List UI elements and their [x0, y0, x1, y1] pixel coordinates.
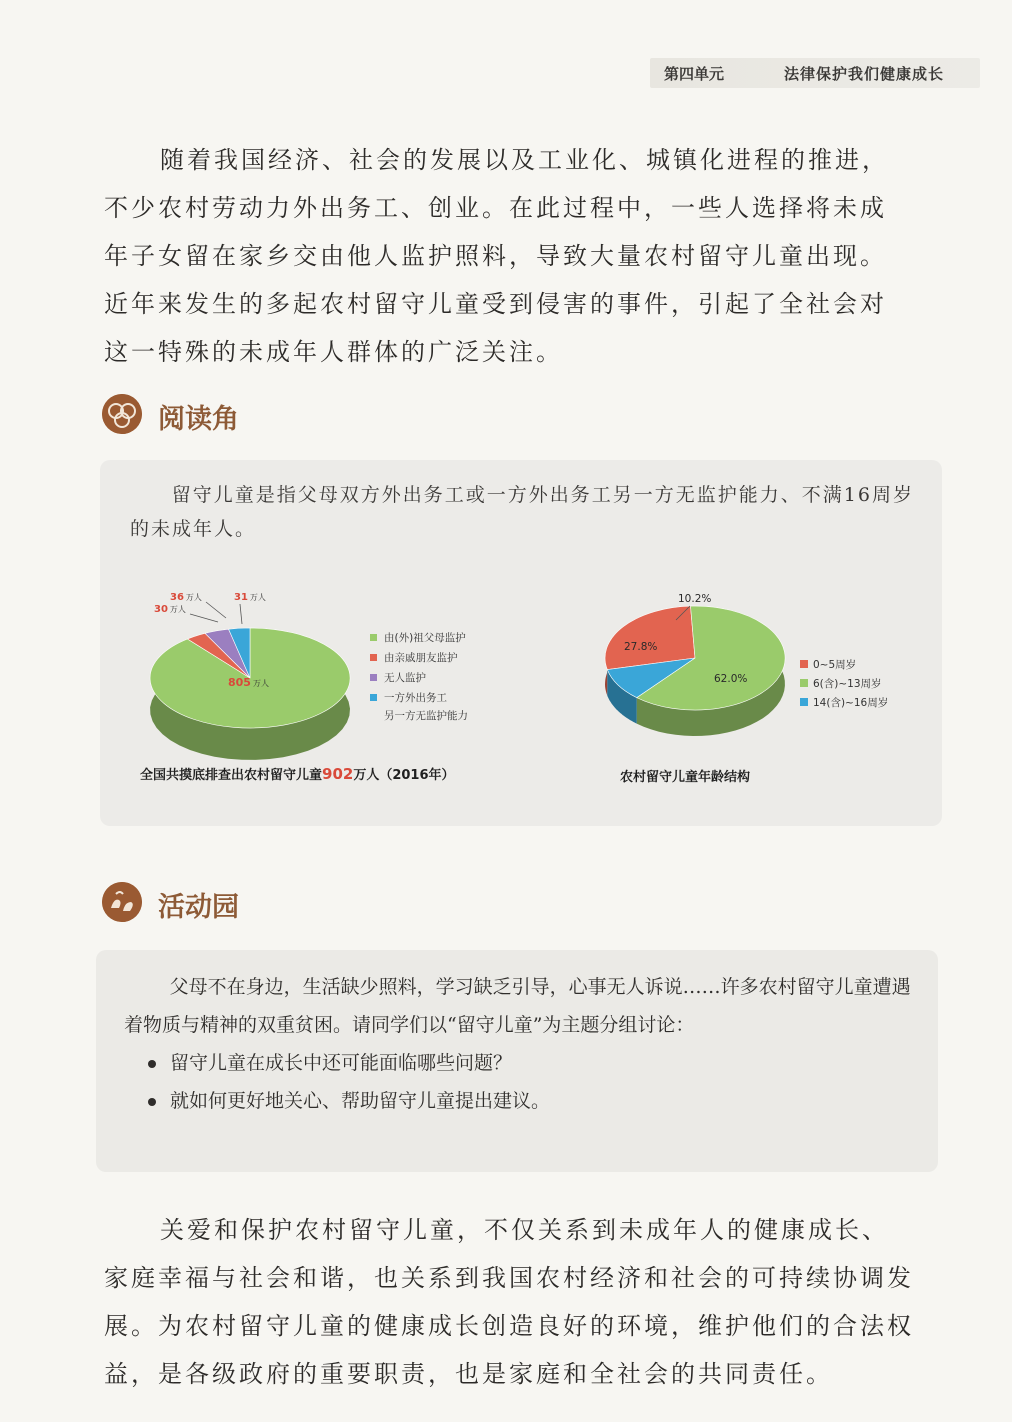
- closing-line: 益，是各级政府的重要职责，也是家庭和全社会的共同责任。: [104, 1360, 833, 1388]
- legend-swatch: [800, 698, 808, 706]
- caption-highlight: 902: [322, 765, 354, 783]
- right-chart-caption: 农村留守儿童年龄结构: [620, 770, 751, 785]
- legend-label: 6(含)~13周岁: [813, 678, 882, 690]
- legend-label: 由(外)祖父母监护: [384, 632, 466, 644]
- intro-line: 这一特殊的未成年人群体的广泛关注。: [104, 338, 563, 366]
- legend-swatch: [370, 654, 377, 661]
- reading-definition: [130, 478, 920, 546]
- intro-line: 近年来发生的多起农村留守儿童受到侵害的事件，引起了全社会对: [104, 290, 887, 318]
- intro-line: 随着我国经济、社会的发展以及工业化、城镇化进程的推进，: [160, 146, 889, 174]
- legend-label: 0~5周岁: [813, 659, 857, 671]
- data-label-unit: 万人: [249, 593, 266, 602]
- bullet-item: 就如何更好地关心、帮助留守儿童提出建议。: [170, 1082, 914, 1120]
- data-label: 31 万人: [234, 592, 266, 603]
- reading-corner-icon: [102, 394, 142, 434]
- legend-swatch: [370, 694, 377, 701]
- intro-line: 不少农村劳动力外出务工、创业。在此过程中，一些人选择将未成: [104, 194, 887, 222]
- left-pie-legend: [370, 628, 530, 738]
- definition-text: 留守儿童是指父母双方外出务工或一方外出务工另一方无监护能力、不满16周岁的未成年人。: [130, 484, 914, 540]
- activity-content: [124, 968, 914, 1120]
- bullet-item: 留守儿童在成长中还可能面临哪些问题？: [170, 1044, 914, 1082]
- data-label: 30 万人: [154, 604, 186, 615]
- leader-line: [206, 602, 226, 618]
- data-label: 36 万人: [170, 592, 202, 603]
- activity-section-label: 活动园: [158, 892, 239, 923]
- activity-bullet-list: [124, 1044, 914, 1120]
- data-label-unit: 万人: [169, 605, 186, 614]
- intro-paragraph: [104, 136, 950, 376]
- activity-paragraph: 父母不在身边，生活缺少照料，学习缺乏引导，心事无人诉说……许多农村留守儿童遭遇着物质与精神的双重贫困。请同学们以“留守儿童”为主题分组讨论：: [124, 976, 911, 1036]
- running-header: [650, 58, 980, 88]
- legend-label: 一方外出务工: [384, 692, 447, 704]
- legend-swatch: [370, 634, 377, 641]
- data-label: 10.2%: [678, 593, 712, 605]
- legend-swatch: [370, 674, 377, 681]
- intro-line: 年子女留在家乡交由他人监护照料，导致大量农村留守儿童出现。: [104, 242, 887, 270]
- right-pie-chart: [590, 592, 810, 762]
- caption-before: 全国共摸底排查出农村留守儿童: [140, 768, 323, 783]
- data-label: 62.0%: [714, 673, 748, 685]
- closing-line: 家庭幸福与社会和谐，也关系到我国农村经济和社会的可持续协调发: [104, 1264, 914, 1292]
- legend-label: 无人监护: [384, 672, 426, 684]
- legend-label: 另一方无监护能力: [384, 710, 468, 722]
- closing-paragraph: [104, 1206, 954, 1398]
- reading-box: [100, 460, 942, 826]
- left-chart-caption: [140, 764, 455, 783]
- data-label-unit: 万人: [252, 679, 269, 688]
- data-label-unit: 万人: [185, 593, 202, 602]
- right-pie-legend: [800, 656, 930, 716]
- header-title: 法律保护我们健康成长: [784, 65, 945, 83]
- header-unit: 第四单元: [664, 65, 725, 83]
- activity-box: [96, 950, 938, 1172]
- reading-section-label: 阅读角: [158, 404, 239, 435]
- legend-label: 由亲戚朋友监护: [384, 652, 458, 664]
- leader-line: [190, 614, 218, 622]
- closing-line: 关爱和保护农村留守儿童，不仅关系到未成年人的健康成长、: [160, 1216, 889, 1244]
- activity-hands-icon: [102, 882, 142, 922]
- data-label: 27.8%: [624, 641, 658, 653]
- leader-line: [240, 604, 242, 624]
- closing-line: 展。为农村留守儿童的健康成长创造良好的环境，维护他们的合法权: [104, 1312, 914, 1340]
- legend-swatch: [800, 660, 808, 668]
- legend-label: 14(含)~16周岁: [813, 697, 889, 709]
- legend-swatch: [800, 679, 808, 687]
- data-label: 805 万人: [228, 676, 269, 689]
- caption-after: 万人（2016年）: [353, 768, 455, 783]
